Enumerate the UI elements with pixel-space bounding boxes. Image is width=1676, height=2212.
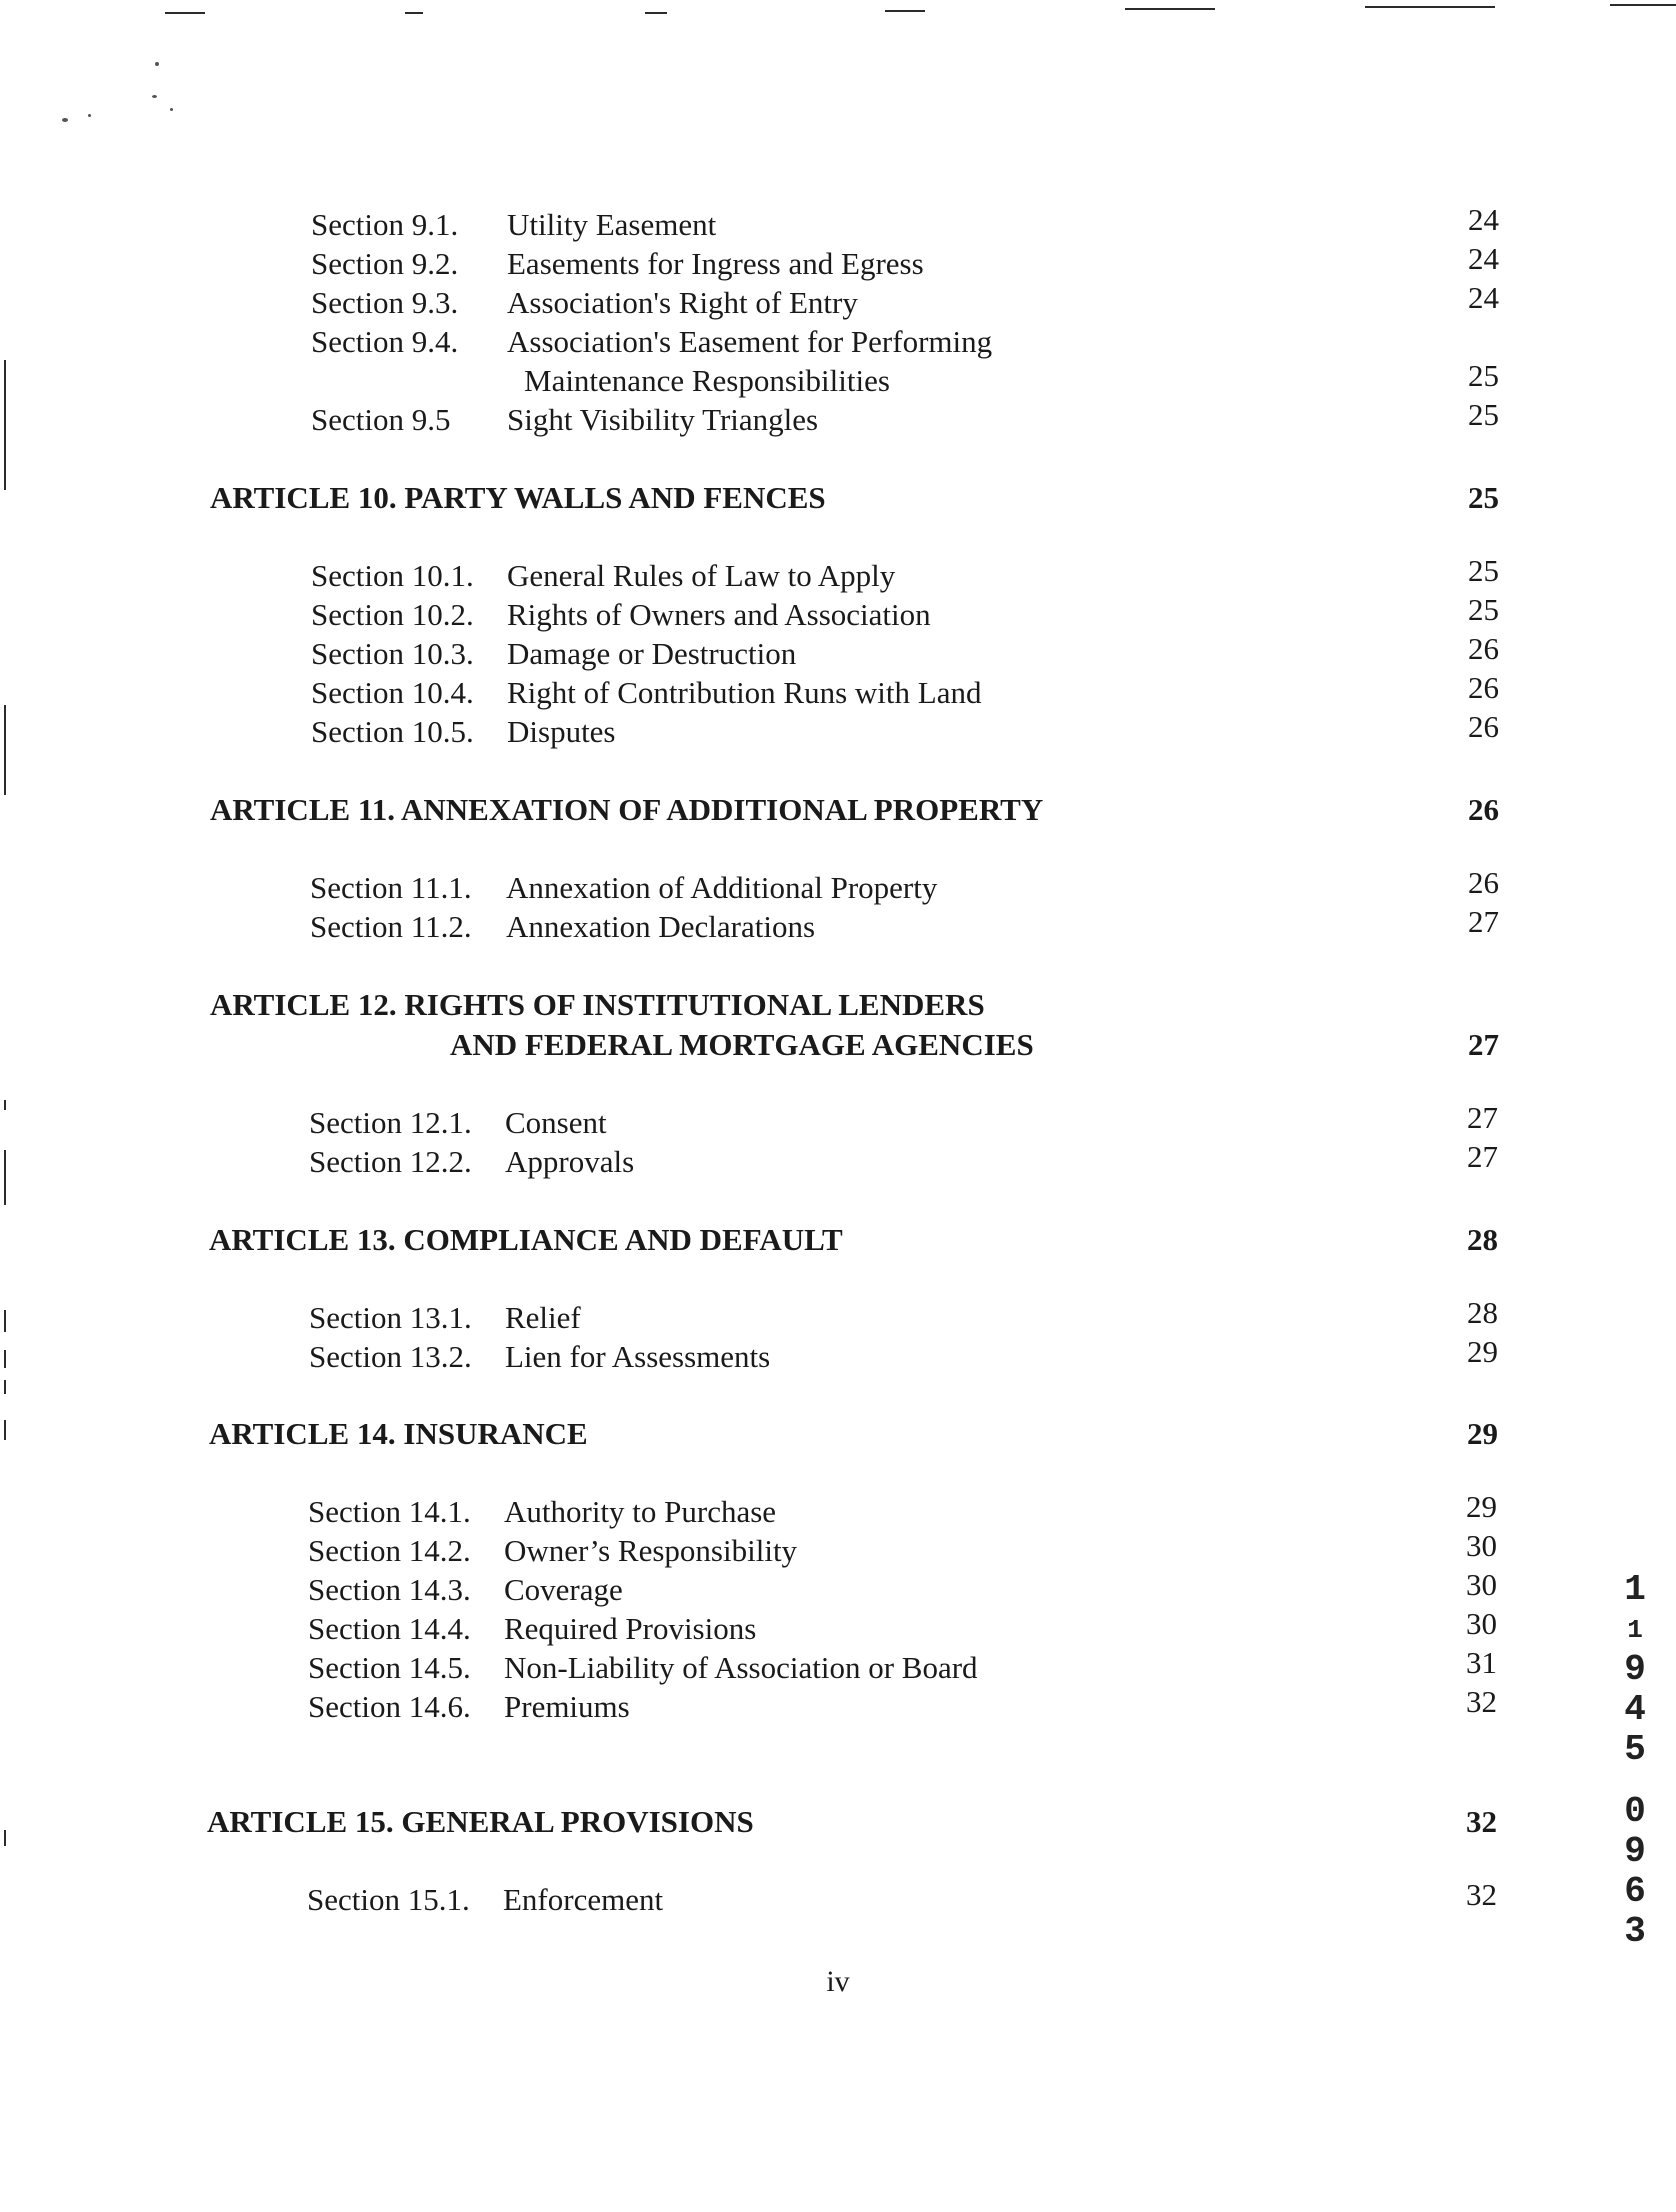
section-page-number: 32	[1466, 1877, 1497, 1912]
toc-section-row	[311, 553, 1499, 596]
section-page-number: 29	[1466, 1489, 1497, 1524]
article-page-number: 28	[1467, 1222, 1498, 1257]
section-label: Section 14.1.	[308, 1494, 471, 1529]
article-page-number: 29	[1467, 1416, 1498, 1451]
scan-top-dash	[1365, 6, 1495, 8]
section-label: Section 14.3.	[308, 1572, 471, 1607]
section-page-number: 24	[1468, 280, 1499, 315]
article-title: ARTICLE 15. GENERAL PROVISIONS	[207, 1804, 754, 1839]
scan-top-dash	[885, 10, 925, 12]
section-page-number: 25	[1468, 358, 1499, 393]
section-title: Rights of Owners and Association	[507, 597, 931, 632]
section-title: Lien for Assessments	[505, 1339, 771, 1374]
section-page-number: 26	[1468, 865, 1499, 900]
section-title: Annexation of Additional Property	[506, 870, 938, 905]
stamp-digit: 9	[1624, 1831, 1646, 1872]
section-label: Section 14.5.	[308, 1650, 471, 1685]
section-title: Non-Liability of Association or Board	[504, 1650, 978, 1685]
toc-section-row	[308, 1489, 1497, 1532]
section-page-number: 24	[1468, 202, 1499, 237]
scan-top-dash	[1125, 8, 1215, 10]
stamp-digit: 9	[1624, 1649, 1646, 1690]
toc-section-row	[308, 1684, 1497, 1727]
scan-margin-bar	[4, 360, 6, 490]
section-label: Section 12.2.	[309, 1144, 472, 1179]
stamp-digit: 0	[1624, 1791, 1646, 1832]
toc-section-row	[310, 904, 1499, 947]
stamp-digit: 5	[1624, 1729, 1646, 1770]
section-title: Utility Easement	[507, 207, 717, 242]
section-page-number: 28	[1467, 1295, 1498, 1330]
section-page-number: 32	[1466, 1684, 1497, 1719]
section-page-number: 30	[1466, 1528, 1497, 1563]
section-page-number: 27	[1468, 904, 1499, 939]
section-label: Section 13.2.	[309, 1339, 472, 1374]
toc-section-row	[311, 592, 1499, 635]
section-label: Section 11.2.	[310, 909, 472, 944]
section-title-continuation: Maintenance Responsibilities	[524, 363, 890, 398]
article-title: ARTICLE 14. INSURANCE	[209, 1416, 588, 1451]
toc-section-row	[309, 1139, 1498, 1182]
scan-top-dash	[165, 12, 205, 14]
scan-speck	[62, 118, 68, 122]
section-title: Damage or Destruction	[507, 636, 797, 671]
toc-article-heading	[209, 1220, 1498, 1260]
section-title: Relief	[505, 1300, 581, 1335]
section-label: Section 10.4.	[311, 675, 474, 710]
page-number-footer: iv	[826, 1965, 850, 1998]
toc-section-row	[308, 1606, 1497, 1649]
scan-margin-bar	[4, 1150, 6, 1205]
section-title: Premiums	[504, 1689, 630, 1724]
stamp-digit: 1	[1624, 1569, 1646, 1610]
section-title: General Rules of Law to Apply	[507, 558, 896, 593]
section-title: Association's Right of Entry	[507, 285, 858, 320]
toc-section-row	[308, 1567, 1497, 1610]
section-page-number: 25	[1468, 397, 1499, 432]
section-page-number: 29	[1467, 1334, 1498, 1369]
toc-section-row	[308, 1528, 1497, 1571]
toc-section-row	[311, 670, 1499, 713]
scan-margin-bar	[4, 1350, 6, 1368]
section-page-number: 27	[1467, 1139, 1498, 1174]
section-label: Section 9.2.	[311, 246, 459, 281]
section-page-number: 31	[1466, 1645, 1497, 1680]
scan-speck	[152, 95, 157, 98]
toc-section-row	[309, 1334, 1498, 1377]
section-page-number: 24	[1468, 241, 1499, 276]
scan-margin-bar	[4, 1380, 6, 1394]
section-label: Section 11.1.	[310, 870, 472, 905]
section-label: Section 9.3.	[311, 285, 459, 320]
article-page-number: 26	[1468, 792, 1499, 827]
scan-margin-bar	[4, 1310, 6, 1332]
toc-article-heading	[209, 1414, 1498, 1454]
section-page-number: 26	[1468, 670, 1499, 705]
stamp-digit: 1	[1627, 1615, 1643, 1645]
toc-section-row	[309, 1295, 1498, 1338]
toc-section-row	[311, 631, 1499, 674]
section-title: Consent	[505, 1105, 607, 1140]
article-title: ARTICLE 12. RIGHTS OF INSTITUTIONAL LENDERS	[210, 987, 985, 1022]
section-label: Section 14.6.	[308, 1689, 471, 1724]
toc-section-row	[310, 865, 1499, 908]
section-title: Association's Easement for Performing	[507, 324, 993, 359]
stamp-digit: 3	[1624, 1911, 1646, 1952]
section-title: Easements for Ingress and Egress	[507, 246, 924, 281]
section-page-number: 30	[1466, 1567, 1497, 1602]
section-label: Section 14.2.	[308, 1533, 471, 1568]
section-title: Enforcement	[503, 1882, 664, 1917]
stamp-digit: 4	[1624, 1689, 1646, 1730]
stamp-gap	[1615, 1770, 1655, 1792]
toc-section-row	[309, 1100, 1498, 1143]
scan-speck	[88, 114, 91, 117]
toc-section-row	[311, 202, 1499, 245]
section-title: Approvals	[505, 1144, 635, 1179]
section-label: Section 10.3.	[311, 636, 474, 671]
toc-section-row	[311, 709, 1499, 752]
scan-margin-bar	[4, 1830, 6, 1846]
article-page-number: 27	[1468, 1027, 1499, 1062]
scan-speck	[155, 62, 159, 66]
scan-top-dash	[405, 12, 423, 14]
toc-section-row	[307, 1877, 1497, 1920]
toc-section-row-continuation	[311, 358, 1499, 401]
section-label: Section 9.4.	[311, 324, 459, 359]
section-title: Sight Visibility Triangles	[507, 402, 819, 437]
section-page-number: 25	[1468, 592, 1499, 627]
toc-article-heading	[210, 985, 1499, 1065]
scan-top-dash	[1610, 4, 1676, 6]
toc-article-heading	[207, 1802, 1497, 1842]
toc-article-heading	[210, 478, 1499, 518]
section-page-number: 25	[1468, 553, 1499, 588]
section-title: Owner’s Responsibility	[504, 1533, 798, 1568]
scan-margin-bar	[4, 1100, 6, 1110]
section-page-number: 26	[1468, 709, 1499, 744]
article-title-line-2: AND FEDERAL MORTGAGE AGENCIES	[450, 1027, 1034, 1062]
section-label: Section 10.1.	[311, 558, 474, 593]
section-title: Required Provisions	[504, 1611, 757, 1646]
document-stamp-number	[1615, 1570, 1655, 1952]
article-title: ARTICLE 13. COMPLIANCE AND DEFAULT	[209, 1222, 843, 1257]
section-title: Disputes	[507, 714, 616, 749]
section-page-number: 27	[1467, 1100, 1498, 1135]
toc-article-heading	[210, 790, 1499, 830]
scan-margin-bar	[4, 705, 6, 795]
section-label: Section 10.2.	[311, 597, 474, 632]
section-label: Section 9.1.	[311, 207, 459, 242]
toc-section-row	[308, 1645, 1497, 1688]
article-title: ARTICLE 10. PARTY WALLS AND FENCES	[210, 480, 826, 515]
article-page-number: 32	[1466, 1804, 1497, 1839]
section-label: Section 9.5	[311, 402, 451, 437]
toc-section-row	[311, 397, 1499, 440]
section-label: Section 13.1.	[309, 1300, 472, 1335]
article-page-number: 25	[1468, 480, 1499, 515]
section-label: Section 12.1.	[309, 1105, 472, 1140]
section-label: Section 10.5.	[311, 714, 474, 749]
section-page-number: 30	[1466, 1606, 1497, 1641]
section-title: Authority to Purchase	[504, 1494, 777, 1529]
section-title: Coverage	[504, 1572, 623, 1607]
stamp-digit: 6	[1624, 1871, 1646, 1912]
section-label: Section 14.4.	[308, 1611, 471, 1646]
scan-top-dash	[645, 12, 667, 14]
section-label: Section 15.1.	[307, 1882, 470, 1917]
toc-section-row	[311, 322, 1499, 362]
scan-margin-bar	[4, 1420, 6, 1440]
toc-section-row	[311, 241, 1499, 284]
section-title: Annexation Declarations	[506, 909, 816, 944]
section-title: Right of Contribution Runs with Land	[507, 675, 982, 710]
article-title: ARTICLE 11. ANNEXATION OF ADDITIONAL PROPERTY	[210, 792, 1044, 827]
scan-speck	[170, 108, 173, 111]
toc-section-row	[311, 280, 1499, 323]
section-page-number: 26	[1468, 631, 1499, 666]
